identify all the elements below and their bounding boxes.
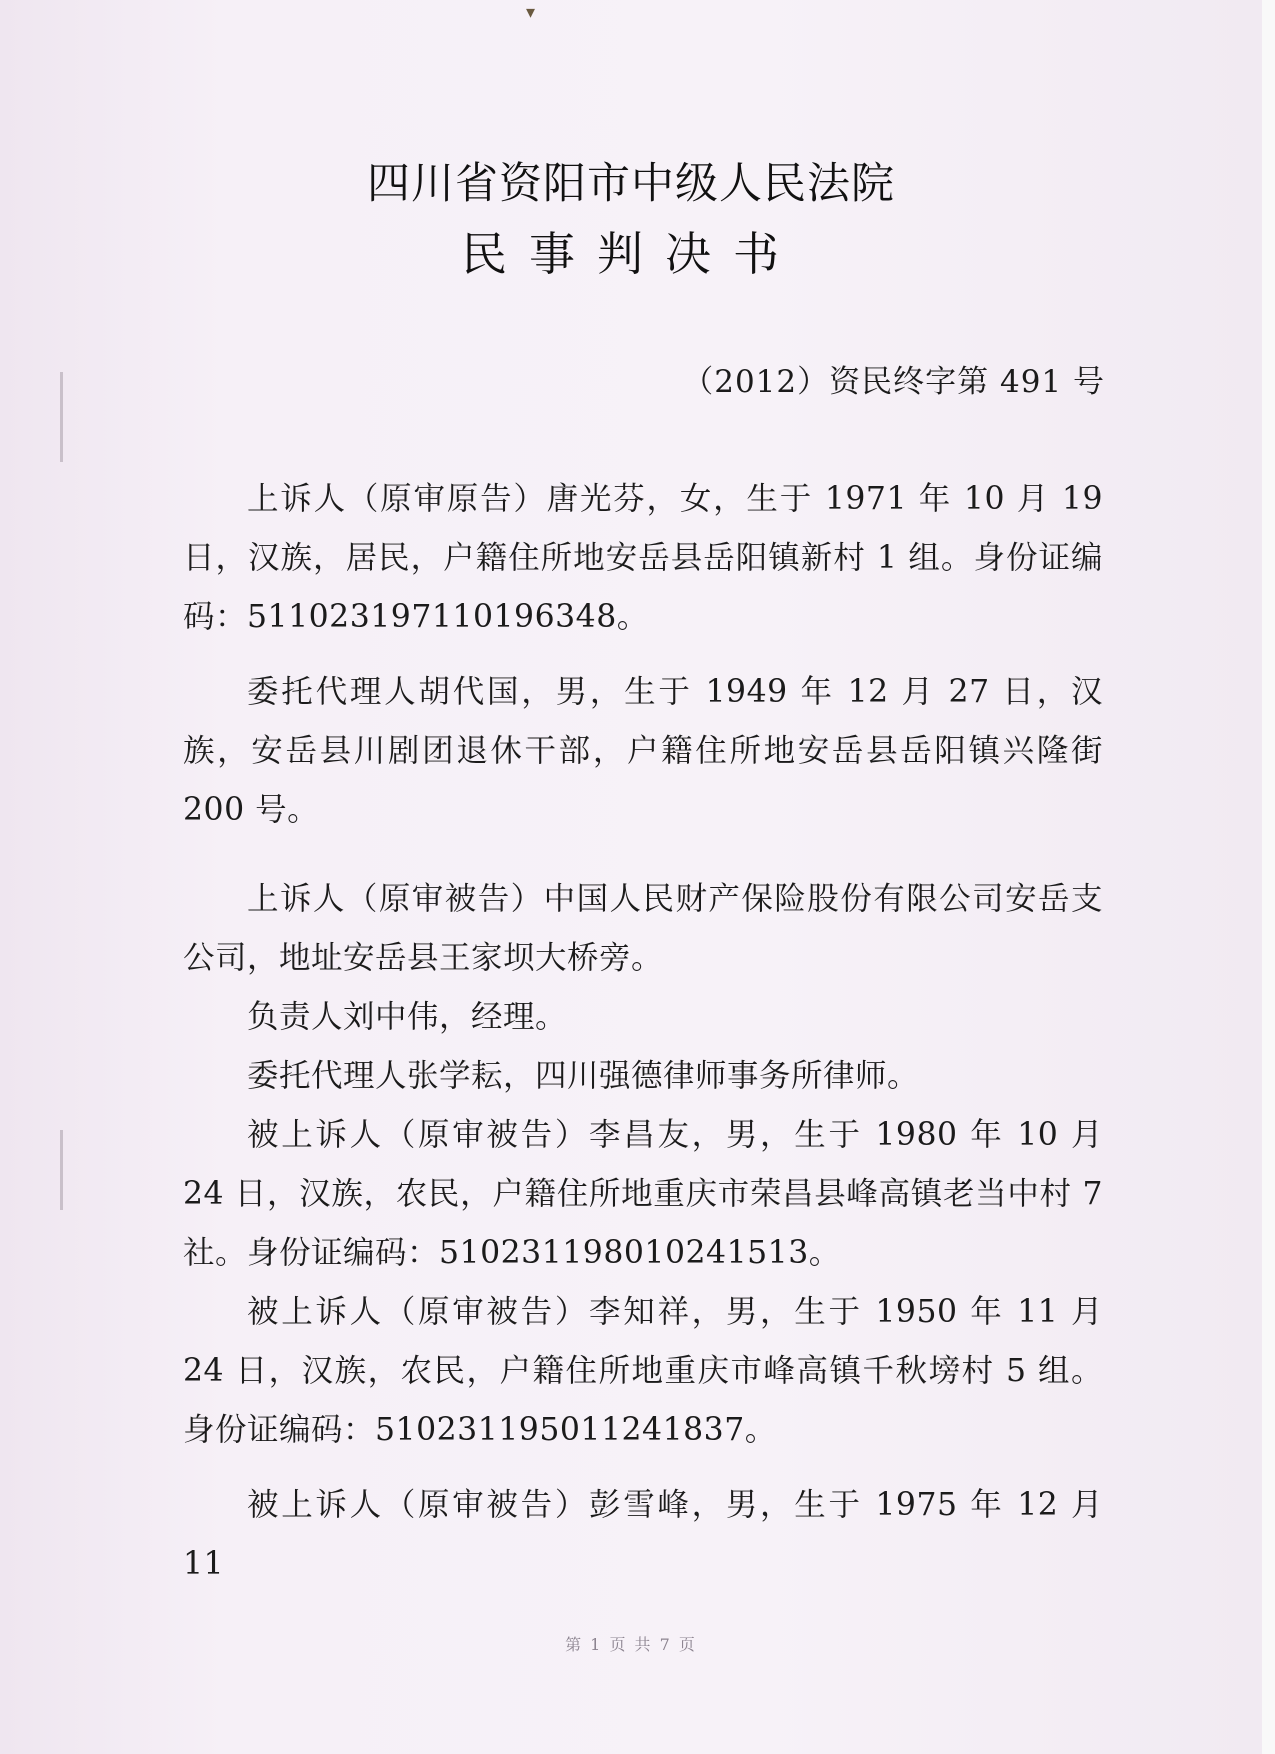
binding-mark: [60, 372, 63, 462]
scan-edge: [1262, 0, 1275, 1754]
staple-mark-icon: ▾: [526, 2, 536, 23]
court-name: 四川省资阳市中级人民法院: [367, 159, 895, 209]
party-paragraph: 上诉人（原审原告）唐光芬，女，生于 1971 年 10 月 19 日，汉族，居民，户籍住所地安岳县岳阳镇新村 1 组。身份证编码：511023197110196348。: [183, 481, 1103, 635]
party-paragraph: 上诉人（原审被告）中国人民财产保险股份有限公司安岳支公司，地址安岳县王家坝大桥旁。: [183, 881, 1103, 976]
party-paragraph: 委托代理人胡代国，男，生于 1949 年 12 月 27 日，汉族，安岳县川剧团退休干部，户籍住所地安岳县岳阳镇兴隆街 200 号。: [183, 674, 1103, 828]
party-paragraph: 被上诉人（原审被告）彭雪峰，男，生于 1975 年 12 月 11: [183, 1487, 1103, 1582]
document-title: 民事判决书: [461, 227, 801, 281]
case-number: （2012）资民终字第 491 号: [682, 364, 1105, 400]
party-paragraph: 被上诉人（原审被告）李知祥，男，生于 1950 年 11 月 24 日，汉族，农民，户籍住所地重庆市峰高镇千秋塝村 5 组。身份证编码：510231195011241837。: [183, 1294, 1103, 1448]
party-paragraph: 委托代理人张学耘，四川强德律师事务所律师。: [247, 1058, 920, 1094]
party-paragraph: 负责人刘中伟，经理。: [247, 999, 568, 1035]
binding-mark: [60, 1130, 63, 1210]
document-body: [183, 470, 1103, 1594]
party-paragraph: 被上诉人（原审被告）李昌友，男，生于 1980 年 10 月 24 日，汉族，农民，户籍住所地重庆市荣昌县峰高镇老当中村 7 社。身份证编码：510231198010241513。: [183, 1117, 1103, 1271]
page-number: 第 1 页 共 7 页: [565, 1635, 697, 1654]
